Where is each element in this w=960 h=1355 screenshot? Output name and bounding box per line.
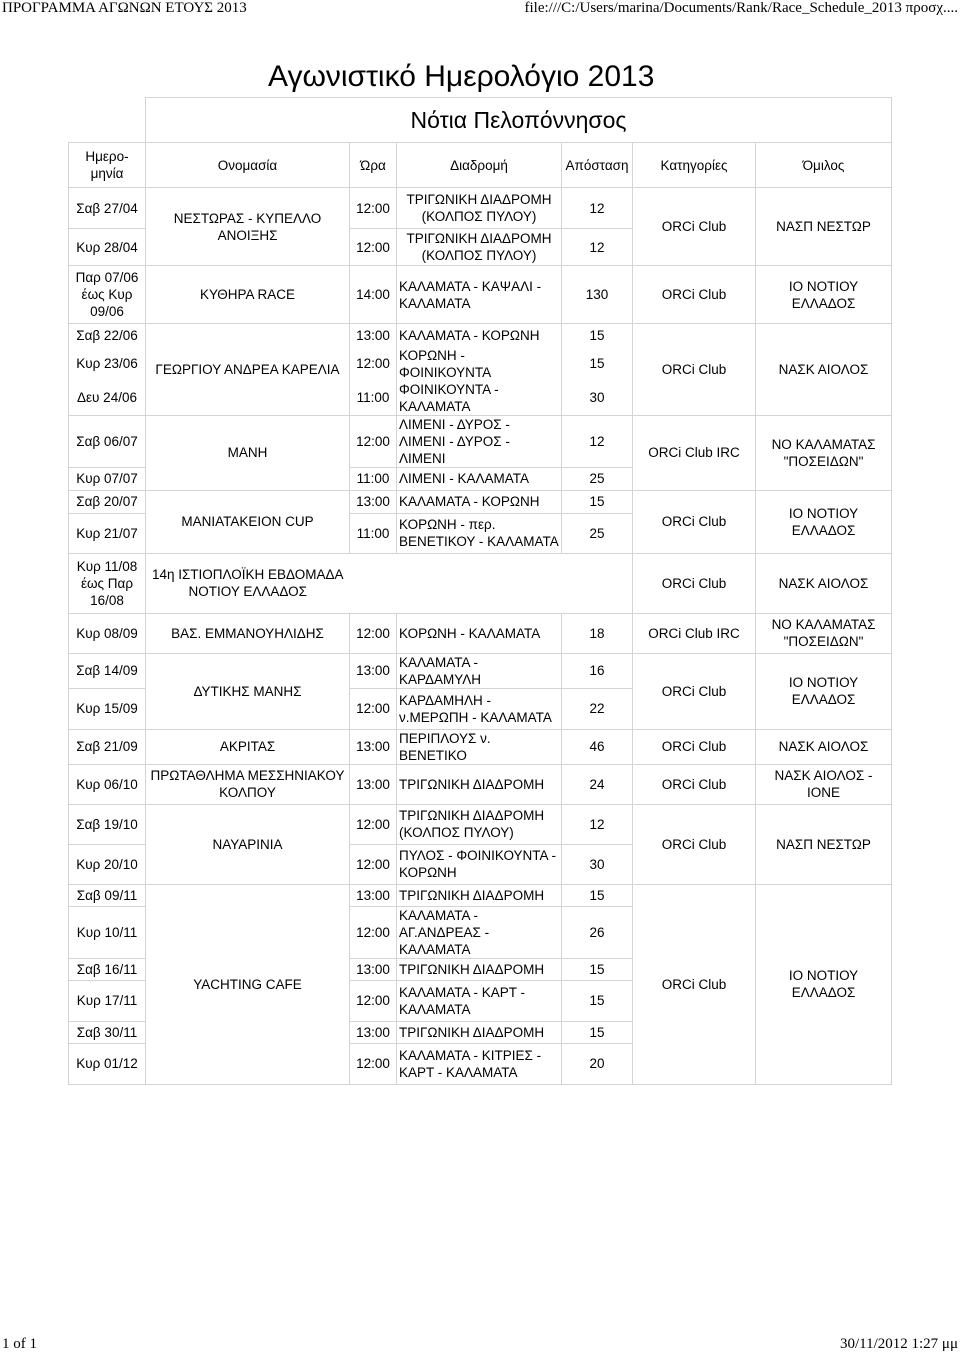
route-cell: ΤΡΙΓΩΝΙΚΗ ΔΙΑΔΡΟΜΗ	[397, 1021, 562, 1043]
name-cell: ΑΚΡΙΤΑΣ	[146, 729, 350, 764]
distance-cell: 12	[562, 229, 633, 266]
route-cell: ΠΕΡΙΠΛΟΥΣ ν. ΒΕΝΕΤΙΚΟ	[397, 729, 562, 764]
date-cell: Κυρ 01/12	[69, 1043, 146, 1084]
date-cell: Σαβ 30/11	[69, 1021, 146, 1043]
print-file-path: file:///C:/Users/marina/Documents/Rank/Race_Schedule_2013 προσχ....	[524, 0, 958, 16]
category-cell: ORCi Club	[633, 266, 756, 324]
table-row	[69, 490, 892, 513]
name-cell: ΝΕΣΤΩΡΑΣ - ΚΥΠΕΛΛΟ ΑΝΟΙΞΗΣ	[146, 188, 350, 266]
date-cell: Δευ 24/06	[69, 381, 146, 416]
distance-cell: 12	[562, 804, 633, 844]
time-cell: 13:00	[350, 884, 397, 906]
time-cell: 12:00	[350, 229, 397, 266]
time-cell: 13:00	[350, 324, 397, 347]
distance-cell: 15	[562, 980, 633, 1021]
time-cell: 13:00	[350, 653, 397, 688]
date-cell: Κυρ 23/06	[69, 347, 146, 381]
category-cell: ORCi Club IRC	[633, 613, 756, 653]
time-cell: 11:00	[350, 467, 397, 490]
route-cell: ΤΡΙΓΩΝΙΚΗ ΔΙΑΔΡΟΜΗ	[397, 764, 562, 804]
category-cell: ORCi Club	[633, 884, 756, 1084]
date-cell: Κυρ 15/09	[69, 688, 146, 729]
route-cell: ΚΟΡΩΝΗ - περ. ΒΕΝΕΤΙΚΟΥ - ΚΑΛΑΜΑΤΑ	[397, 513, 562, 553]
date-cell: Σαβ 27/04	[69, 188, 146, 229]
route-cell: ΚΟΡΩΝΗ - ΦΟΙΝΙΚΟΥΝΤΑ	[397, 347, 562, 381]
route-cell: ΤΡΙΓΩΝΙΚΗ ΔΙΑΔΡΟΜΗ (ΚΟΛΠΟΣ ΠΥΛΟΥ)	[397, 229, 562, 266]
time-cell: 12:00	[350, 906, 397, 958]
club-cell: ΝΑΣΚ ΑΙΟΛΟΣ	[756, 553, 892, 613]
header-route: Διαδρομή	[397, 143, 562, 188]
table-row	[69, 266, 892, 324]
name-cell: ΜΑΝΗ	[146, 415, 350, 490]
date-cell: Σαβ 14/09	[69, 653, 146, 688]
date-cell: Κυρ 06/10	[69, 764, 146, 804]
document-title: Αγωνιστικό Ημερολόγιο 2013	[268, 60, 655, 93]
club-cell: ΙΟ ΝΟΤΙΟΥ ΕΛΛΑΔΟΣ	[756, 884, 892, 1084]
name-cell: YACHTING CAFE	[146, 884, 350, 1084]
time-cell: 13:00	[350, 764, 397, 804]
time-cell: 12:00	[350, 1043, 397, 1084]
time-cell: 12:00	[350, 980, 397, 1021]
table-row	[69, 415, 892, 467]
club-cell: ΝΟ ΚΑΛΑΜΑΤΑΣ "ΠΟΣΕΙΔΩΝ"	[756, 415, 892, 490]
club-cell: ΝΑΣΠ ΝΕΣΤΩΡ	[756, 804, 892, 884]
route-cell: ΚΑΛΑΜΑΤΑ - ΚΑΡΔΑΜΥΛΗ	[397, 653, 562, 688]
date-cell: Κυρ 11/08 έως Παρ 16/08	[69, 553, 146, 613]
date-cell: Κυρ 07/07	[69, 467, 146, 490]
distance-cell: 20	[562, 1043, 633, 1084]
distance-cell: 26	[562, 906, 633, 958]
club-cell: ΝΟ ΚΑΛΑΜΑΤΑΣ "ΠΟΣΕΙΔΩΝ"	[756, 613, 892, 653]
route-cell: ΚΑΛΑΜΑΤΑ - ΚΑΨΑΛΙ - ΚΑΛΑΜΑΤΑ	[397, 266, 562, 324]
name-cell: ΔΥΤΙΚΗΣ ΜΑΝΗΣ	[146, 653, 350, 729]
time-cell: 13:00	[350, 729, 397, 764]
route-cell: ΤΡΙΓΩΝΙΚΗ ΔΙΑΔΡΟΜΗ (ΚΟΛΠΟΣ ΠΥΛΟΥ)	[397, 188, 562, 229]
time-cell: 12:00	[350, 188, 397, 229]
time-cell: 12:00	[350, 804, 397, 844]
category-cell: ORCi Club	[633, 764, 756, 804]
schedule-table	[68, 97, 892, 1085]
time-cell: 12:00	[350, 688, 397, 729]
print-footer	[0, 1333, 960, 1355]
time-cell: 11:00	[350, 381, 397, 416]
table-row	[69, 188, 892, 229]
name-cell: ΠΡΩΤΑΘΛΗΜΑ ΜΕΣΣΗΝΙΑΚΟΥ ΚΟΛΠΟΥ	[146, 764, 350, 804]
route-cell: ΚΑΛΑΜΑΤΑ - ΚΑΡΤ - ΚΑΛΑΜΑΤΑ	[397, 980, 562, 1021]
distance-cell: 25	[562, 513, 633, 553]
club-cell: ΝΑΣΚ ΑΙΟΛΟΣ - ΙΟΝΕ	[756, 764, 892, 804]
date-cell: Κυρ 21/07	[69, 513, 146, 553]
date-cell: Σαβ 22/06	[69, 324, 146, 347]
route-cell: ΤΡΙΓΩΝΙΚΗ ΔΙΑΔΡΟΜΗ	[397, 884, 562, 906]
date-cell: Σαβ 16/11	[69, 958, 146, 980]
date-cell: Σαβ 19/10	[69, 804, 146, 844]
name-cell: ΓΕΩΡΓΙΟΥ ΑΝΔΡΕΑ ΚΑΡΕΛΙΑ	[146, 324, 350, 416]
distance-cell: 12	[562, 415, 633, 467]
name-cell: ΝΑΥΑΡΙΝΙΑ	[146, 804, 350, 884]
distance-cell: 25	[562, 467, 633, 490]
date-cell: Κυρ 10/11	[69, 906, 146, 958]
date-cell: Κυρ 20/10	[69, 844, 146, 884]
distance-cell: 16	[562, 653, 633, 688]
time-cell: 12:00	[350, 844, 397, 884]
time-cell: 13:00	[350, 490, 397, 513]
distance-cell: 18	[562, 613, 633, 653]
route-cell: ΦΟΙΝΙΚΟΥΝΤΑ - ΚΑΛΑΜΑΤΑ	[397, 381, 562, 416]
print-page-title: ΠΡΟΓΡΑΜΜΑ ΑΓΩΝΩΝ ΕΤΟΥΣ 2013	[2, 0, 247, 16]
category-cell: ORCi Club IRC	[633, 415, 756, 490]
time-cell: 14:00	[350, 266, 397, 324]
route-cell: ΚΟΡΩΝΗ - ΚΑΛΑΜΑΤΑ	[397, 613, 562, 653]
distance-cell: 130	[562, 266, 633, 324]
time-cell: 13:00	[350, 958, 397, 980]
table-row	[69, 324, 892, 347]
name-cell: 14η ΙΣΤΙΟΠΛΟΪΚΗ ΕΒΔΟΜΑΔΑ ΝΟΤΙΟΥ ΕΛΛΑΔΟΣ	[146, 553, 350, 613]
distance-cell: 15	[562, 958, 633, 980]
category-cell: ORCi Club	[633, 653, 756, 729]
date-cell: Κυρ 28/04	[69, 229, 146, 266]
category-cell: ORCi Club	[633, 553, 756, 613]
name-cell: ΜΑΝΙΑΤΑΚΕΙΟΝ CUP	[146, 490, 350, 553]
club-cell: ΝΑΣΠ ΝΕΣΤΩΡ	[756, 188, 892, 266]
header-distance: Απόσταση	[562, 143, 633, 188]
table-row	[69, 553, 892, 613]
time-cell: 11:00	[350, 513, 397, 553]
date-cell: Σαβ 21/09	[69, 729, 146, 764]
route-cell: ΤΡΙΓΩΝΙΚΗ ΔΙΑΔΡΟΜΗ (ΚΟΛΠΟΣ ΠΥΛΟΥ)	[397, 804, 562, 844]
distance-cell: 30	[562, 844, 633, 884]
distance-cell: 15	[562, 1021, 633, 1043]
category-cell: ORCi Club	[633, 804, 756, 884]
category-cell: ORCi Club	[633, 324, 756, 416]
table-row	[69, 884, 892, 906]
distance-cell: 15	[562, 490, 633, 513]
club-cell: ΙΟ ΝΟΤΙΟΥ ΕΛΛΑΔΟΣ	[756, 653, 892, 729]
print-timestamp: 30/11/2012 1:27 μμ	[839, 1336, 958, 1352]
time-cell: 12:00	[350, 347, 397, 381]
table-row	[69, 729, 892, 764]
route-cell: ΚΑΛΑΜΑΤΑ - ΚΙΤΡΙΕΣ - ΚΑΡΤ - ΚΑΛΑΜΑΤΑ	[397, 1043, 562, 1084]
name-cell: ΚΥΘΗΡΑ RACE	[146, 266, 350, 324]
print-header	[0, 0, 960, 20]
header-categories: Κατηγορίες	[633, 143, 756, 188]
category-cell: ORCi Club	[633, 490, 756, 553]
date-cell: Παρ 07/06 έως Κυρ 09/06	[69, 266, 146, 324]
club-cell: ΙΟ ΝΟΤΙΟΥ ΕΛΛΑΔΟΣ	[756, 490, 892, 553]
time-cell: 12:00	[350, 613, 397, 653]
table-row	[69, 613, 892, 653]
header-time: Ώρα	[350, 143, 397, 188]
distance-cell: 15	[562, 884, 633, 906]
distance-cell: 15	[562, 347, 633, 381]
date-cell: Σαβ 06/07	[69, 415, 146, 467]
time-cell: 12:00	[350, 415, 397, 467]
distance-cell: 15	[562, 324, 633, 347]
route-cell: ΛΙΜΕΝΙ - ΚΑΛΑΜΑΤΑ	[397, 467, 562, 490]
page-counter: 1 of 1	[2, 1336, 37, 1352]
route-cell: ΤΡΙΓΩΝΙΚΗ ΔΙΑΔΡΟΜΗ	[397, 958, 562, 980]
date-cell: Κυρ 17/11	[69, 980, 146, 1021]
table-row	[69, 653, 892, 688]
route-cell: ΚΑΡΔΑΜΗΛΗ - ν.ΜΕΡΩΠΗ - ΚΑΛΑΜΑΤΑ	[397, 688, 562, 729]
route-cell: ΛΙΜΕΝΙ - ΔΥΡΟΣ - ΛΙΜΕΝΙ - ΔΥΡΟΣ - ΛΙΜΕΝΙ	[397, 415, 562, 467]
time-cell: 13:00	[350, 1021, 397, 1043]
distance-cell: 46	[562, 729, 633, 764]
table-row	[69, 764, 892, 804]
distance-cell: 24	[562, 764, 633, 804]
distance-cell: 30	[562, 381, 633, 416]
route-cell: ΚΑΛΑΜΑΤΑ - ΚΟΡΩΝΗ	[397, 324, 562, 347]
category-cell: ORCi Club	[633, 729, 756, 764]
category-cell: ORCi Club	[633, 188, 756, 266]
date-cell: Σαβ 09/11	[69, 884, 146, 906]
region-heading: Νότια Πελοπόννησος	[146, 98, 892, 143]
date-cell: Κυρ 08/09	[69, 613, 146, 653]
club-cell: ΝΑΣΚ ΑΙΟΛΟΣ	[756, 324, 892, 416]
distance-cell: 22	[562, 688, 633, 729]
club-cell: ΙΟ ΝΟΤΙΟΥ ΕΛΛΑΔΟΣ	[756, 266, 892, 324]
header-date: Ημερο-μηνία	[69, 143, 146, 188]
club-cell: ΝΑΣΚ ΑΙΟΛΟΣ	[756, 729, 892, 764]
route-cell: ΠΥΛΟΣ - ΦΟΙΝΙΚΟΥΝΤΑ - ΚΟΡΩΝΗ	[397, 844, 562, 884]
header-name: Ονομασία	[146, 143, 350, 188]
name-cell: ΒΑΣ. ΕΜΜΑΝΟΥΗΛΙΔΗΣ	[146, 613, 350, 653]
distance-cell: 12	[562, 188, 633, 229]
table-row	[69, 804, 892, 844]
route-cell: ΚΑΛΑΜΑΤΑ - ΚΟΡΩΝΗ	[397, 490, 562, 513]
header-club: Όμιλος	[756, 143, 892, 188]
date-cell: Σαβ 20/07	[69, 490, 146, 513]
route-cell: ΚΑΛΑΜΑΤΑ - ΑΓ.ΑΝΔΡΕΑΣ - ΚΑΛΑΜΑΤΑ	[397, 906, 562, 958]
